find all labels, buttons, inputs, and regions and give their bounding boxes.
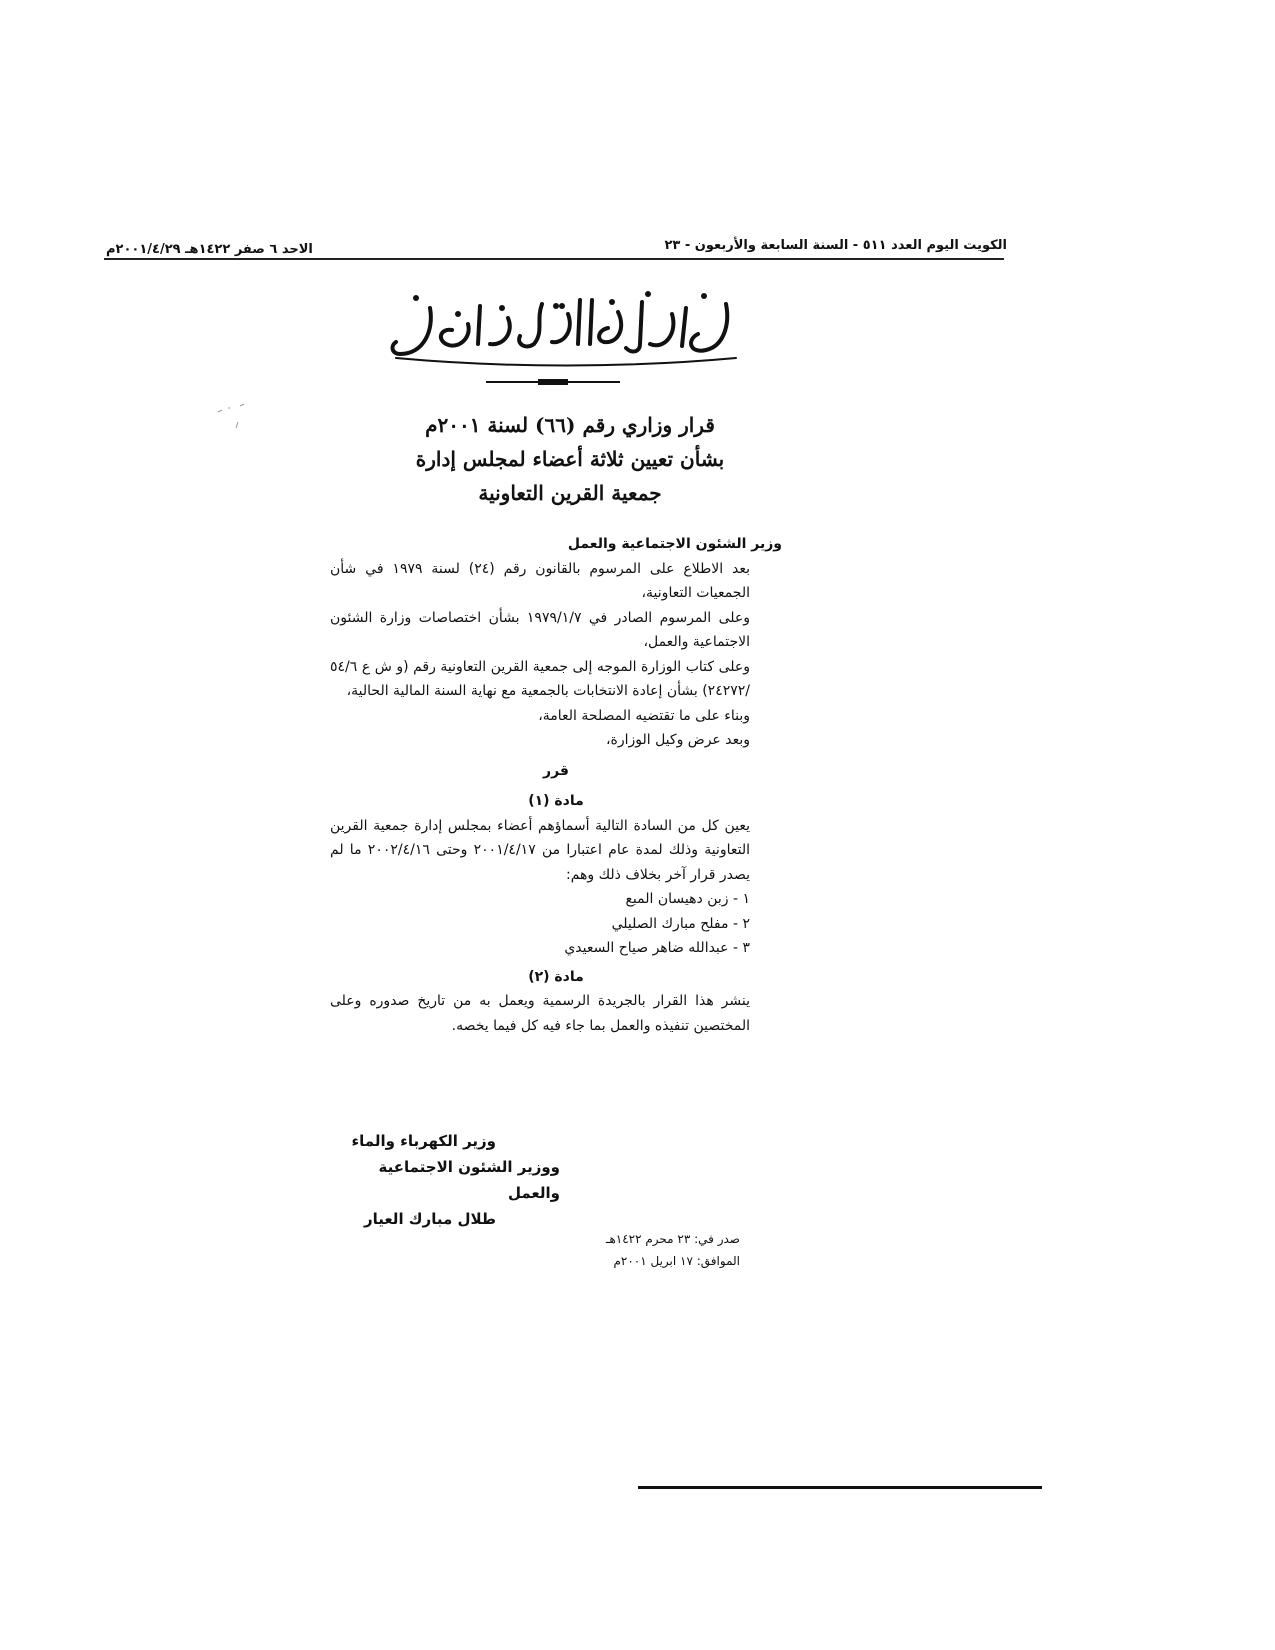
article-2-title: مادة (٢) <box>528 968 584 985</box>
scan-speck-mark <box>214 402 264 432</box>
preamble-paragraph-2: وعلى المرسوم الصادر في ١٩٧٩/١/٧ بشأن اختصاصات وزارة الشئون الاجتماعية والعمل، <box>330 609 750 650</box>
issue-date-block <box>560 1228 740 1272</box>
preamble-heading: وزير الشئون الاجتماعية والعمل <box>567 536 782 552</box>
article-1-title: مادة (١) <box>528 793 584 809</box>
signature-title-2: ووزير الشئون الاجتماعية والعمل <box>378 1158 560 1202</box>
preamble-paragraph-3: وعلى كتاب الوزارة الموجه إلى جمعية القرين التعاونية رقم (و ش ع ٥٤/٦ /٢٤٢٧٢) بشأن إعادة الانتخابات بالجمعية مع نهاية السنة المالية الحالية، <box>330 658 750 699</box>
decree-title-line1: قرار وزاري رقم (٦٦) لسنة ٢٠٠١م <box>425 413 715 437</box>
ministry-calligraphy-logo <box>386 284 746 374</box>
signature-title-1: وزير الكهرباء والماء <box>351 1132 496 1150</box>
page-end-rule <box>638 1486 1042 1489</box>
decree-body <box>330 532 782 1038</box>
title-ornament-divider <box>486 378 620 386</box>
decided-heading: قرر <box>543 762 569 779</box>
gazette-issue-header: الكويت اليوم العدد ٥١١ - السنة السابعة والأربعون - ٢٣ <box>664 238 1007 253</box>
article-1-text: يعين كل من السادة التالية أسماؤهم أعضاء بمجلس إدارة جمعية القرين التعاونية وذلك لمدة عام اعتبارا من ٢٠٠١/٤/١٧ وحتى ٢٠٠٢/٤/١٦ ما لم يصدر قرار آخر بخلاف ذلك وهم: <box>330 817 750 883</box>
decree-title <box>390 408 750 510</box>
article-2-text: ينشر هذا القرار بالجريدة الرسمية ويعمل به من تاريخ صدوره وعلى المختصين تنفيذه والعمل بما جاء فيه كل فيما يخصه. <box>330 993 750 1034</box>
member-list-item: ٢ - مفلح مبارك الصليلي <box>611 915 750 932</box>
minister-signature-block <box>330 1128 560 1232</box>
header-divider <box>104 258 1004 260</box>
member-list-item: ١ - زبن دهيسان المبع <box>625 891 750 907</box>
preamble-paragraph-1: بعد الاطلاع على المرسوم بالقانون رقم (٢٤) لسنة ١٩٧٩ في شأن الجمعيات التعاونية، <box>330 560 751 601</box>
preamble-paragraph-4: وبناء على ما تقتضيه المصلحة العامة، <box>538 707 750 724</box>
issued-gregorian-date: الموافق: ١٧ ابريل ٢٠٠١م <box>613 1254 740 1268</box>
signature-name: طلال مبارك العيار <box>363 1210 496 1228</box>
decree-title-line2: بشأن تعيين ثلاثة أعضاء لمجلس إدارة <box>415 447 725 471</box>
gazette-date-header: الاحد ٦ صفر ١٤٢٢هـ ٢٠٠١/٤/٢٩م <box>106 242 313 257</box>
member-list-item: ٣ - عبدالله ضاهر صياح السعيدي <box>564 940 750 956</box>
issued-hijri-date: صدر في: ٢٣ محرم ١٤٢٢هـ <box>605 1232 740 1246</box>
preamble-paragraph-5: وبعد عرض وكيل الوزارة، <box>605 732 750 748</box>
decree-title-line3: جمعية القرين التعاونية <box>478 481 662 505</box>
